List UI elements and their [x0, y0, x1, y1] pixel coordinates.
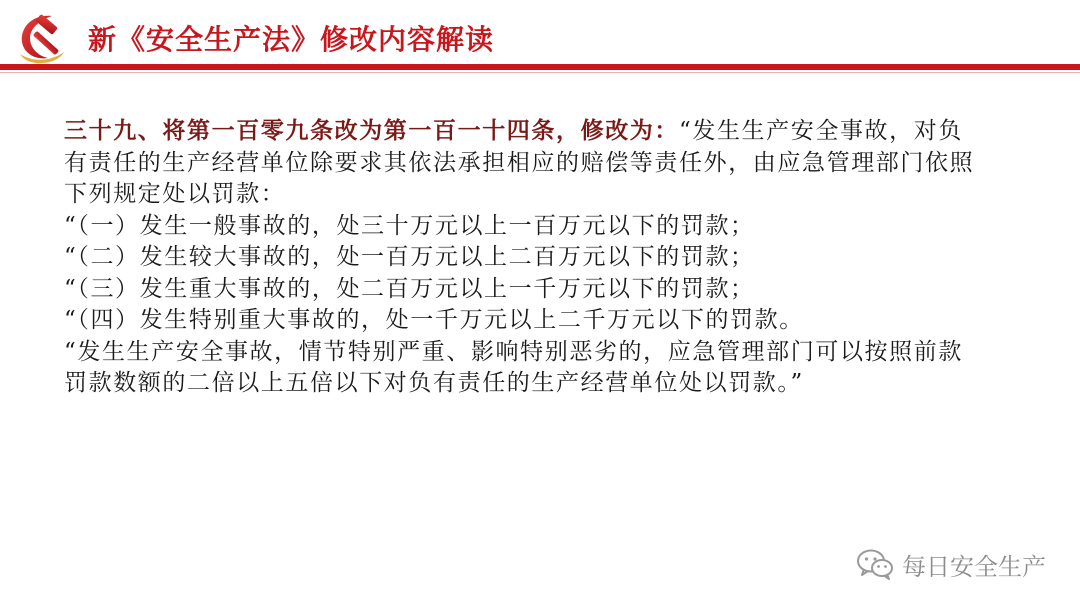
header-divider-shadow [0, 72, 1080, 73]
header-divider [0, 64, 1080, 70]
penalty-item-4: “（四）发生特别重大事故的，处一千万元以上二千万元以下的罚款。 [64, 307, 804, 333]
watermark-text: 每日安全生产 [902, 552, 1046, 581]
paragraph-intro [64, 115, 984, 211]
page-title: 新《安全生产法》修改内容解读 [88, 23, 495, 56]
penalty-item-2: “（二）发生较大事故的，处一百万元以上二百万元以下的罚款； [64, 244, 755, 270]
penalty-item-1: “（一）发生一般事故的，处三十万元以上一百万元以下的罚款； [64, 212, 755, 239]
penalty-item-3: “（三）发生重大事故的，处二百万元以上一千万元以下的罚款； [64, 275, 755, 302]
paragraph-closing: “发生生产安全事故，情节特别严重、影响特别恶劣的，应急管理部门可以按照前款罚款数额的二倍以上五倍以下对负有责任的生产经营单位处以罚款。” [64, 338, 963, 396]
watermark [856, 546, 1046, 582]
party-emblem-icon [14, 10, 70, 64]
slide-header [0, 0, 1080, 72]
wechat-icon [856, 548, 894, 580]
article-body [64, 115, 984, 400]
intro-text: “发生生产安全事故，对负有责任的生产经营单位除要求其依法承担相应的赔偿等责任外，由应急管理部门依照下列规定处以罚款： [64, 118, 975, 207]
amendment-heading: 三十九、将第一百零九条改为第一百一十四条，修改为： [64, 117, 679, 144]
